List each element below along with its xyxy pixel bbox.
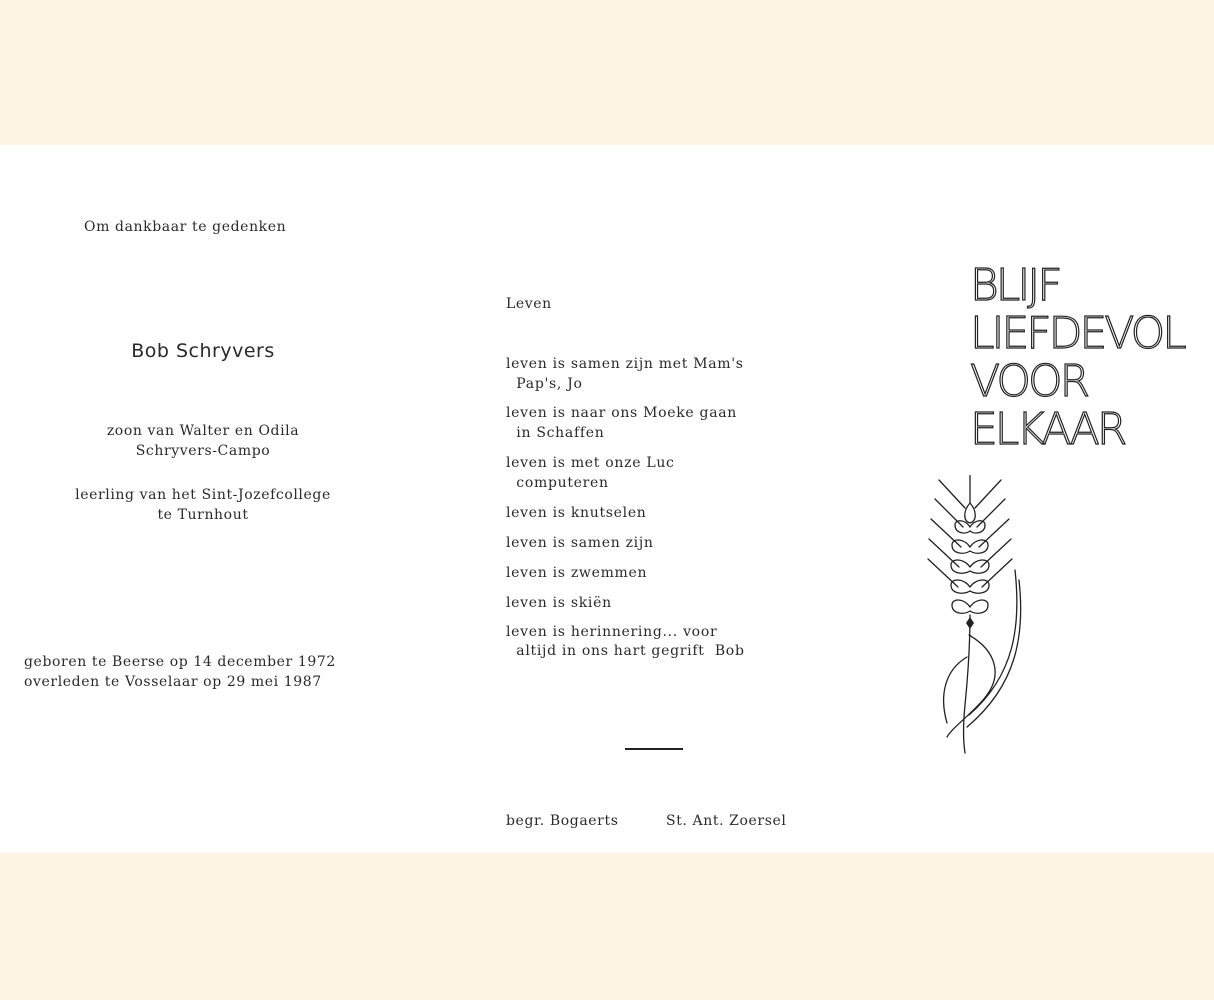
deceased-name: Bob Schryvers [131, 340, 275, 362]
title-line-3: VOOR [970, 356, 1088, 407]
poem-line: computeren [506, 475, 609, 491]
poem-line: leven is met onze Luc [506, 455, 675, 471]
title-line-2: LIEFDEVOL [970, 308, 1184, 359]
poem-line: Pap's, Jo [506, 376, 583, 392]
undertaker-name: begr. Bogaerts [506, 813, 619, 829]
undertaker-place: St. Ant. Zoersel [666, 813, 787, 829]
birth-line: geboren te Beerse op 14 december 1972 [24, 654, 336, 670]
title-line-4: ELKAAR [970, 404, 1125, 455]
wheat-ear-icon [925, 475, 1035, 755]
memorial-card [0, 145, 1214, 853]
poem-line: leven is naar ons Moeke gaan [506, 405, 738, 421]
poem-line: leven is herinnering... voor [506, 624, 718, 640]
school-line-2: te Turnhout [157, 507, 249, 523]
poem-line: altijd in ons hart gegrift Bob [506, 643, 745, 659]
death-line: overleden te Vosselaar op 29 mei 1987 [24, 674, 322, 690]
poem-line: leven is knutselen [506, 505, 647, 521]
poem-line: in Schaffen [506, 425, 605, 441]
title-line-1: BLIJF [970, 260, 1060, 311]
dedication-heading: Om dankbaar te gedenken [84, 219, 287, 235]
poem-title: Leven [506, 296, 552, 312]
poem-line: leven is zwemmen [506, 565, 648, 581]
divider-line [625, 748, 683, 750]
parents-line-2: Schryvers-Campo [135, 443, 271, 459]
poem-line: leven is samen zijn [506, 535, 654, 551]
parents-line-1: zoon van Walter en Odila [106, 423, 300, 439]
poem-line: leven is skiën [506, 595, 612, 611]
poem-line: leven is samen zijn met Mam's [506, 356, 744, 372]
school-line-1: leerling van het Sint-Jozefcollege [75, 487, 331, 503]
